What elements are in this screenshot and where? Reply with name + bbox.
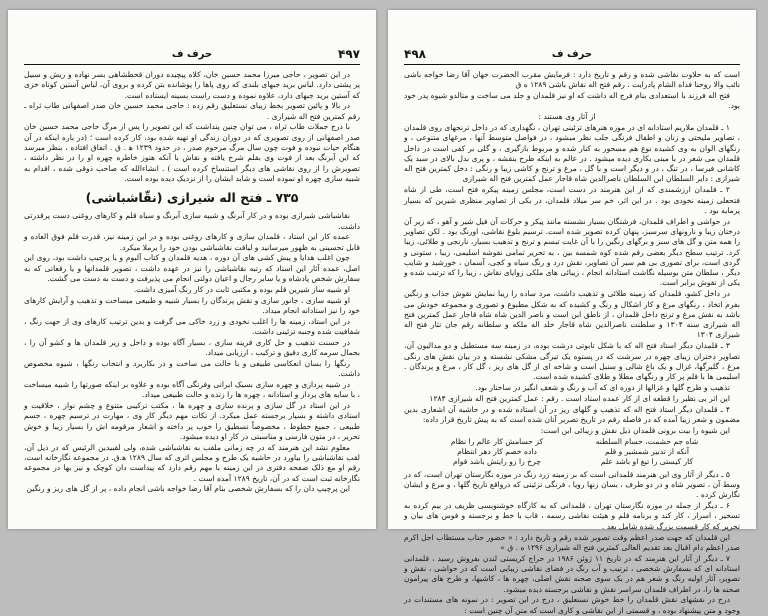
paragraph: عمده کار این استاد ، قلمدان سازی و کارهای روغنی بوده و در این زمینه نیز، قدرت قلم فوق العاده و قابل تحسینی به ظهور میرسانید و لیاقت نقاشباشی بودن خود را برملا میکرد. <box>24 232 360 252</box>
paragraph: با درج جملات طاب ثراه ، می توان چنین پنداشت که این تصویر را پس از مرگ حاجی محمد حسین خان صدر اصفهانی از روی تصویری که در دوران زندگی او تهیه شده بود، کار کرده است ؛ (در باره اینکه در آن هنگام حیات نبوده و فوت چون سال مرگ مرحوم صدر ، در حدود ۱۲۳۹ ﻫ . ق . اتفاق افتاده ، بنظر میرسد که این آبرنگ بعد از فوت وی بقلم شرح یافته و نقاش با آنکه هنوز خاطره چهره او را در نظر داشته ، تصویرش را از روی نقاشی های دیگر استنساخ کرده است ) . انشاءالله که صاحب ذوقی شده ، اقدام به شبیه سازی چهره او نموده است و شاید ایشان را از نزدیک دیده بوده است. <box>24 122 360 183</box>
numbered-item: این اثر بی نظیر را قطعه ای از کار عمده استاد است . رقم : عمل کمترین فتح اله شیرازی ۱۲۸۴ <box>429 393 730 403</box>
paragraph: چون اغلب هدایا و پیش کشی های آن دوره ، هدیه قلمدان و کتاب آلبوم و یا پرچیپ داشت بود، روی این اصل، عمده آثار این استاد که رتبه نقاشباشی را نیز در عهده داشت ، تصویر قلمدانها و یا رقعاتی که به سفارش شخص پادشاه و یا سایر رجال و اعیان دولتی انجام می پذیرفت و دست به دست می گشت. <box>24 253 360 284</box>
poem-hemistich: آنکه از تدبیر شمشیر و قلم <box>605 447 689 457</box>
paragraph: این قلمدان که جهت صدر اعظم وقت تصویر شده رقم و تاریخ دارد : « حضور جناب مستطاب اجل اکرم صدر اعظم دام اقبال بعد تقدیم العالی کمترین فتح اله شیرازی ۱۲۹۶ ه . ق » <box>404 532 740 552</box>
poem-hemistich: چرخ را زو رایتش باشد قوام <box>453 457 541 467</box>
poem-hemistich: شاه جم حشمت، حسام السلطنه <box>595 436 699 446</box>
page-header <box>24 48 360 65</box>
paragraph: ۵ ـ دیگر از آثار وی این هنرمند قلمدانی است که بر زمینه زرد رنگ در موزه نگارستان تهران است، که در وسط آن ، تصویر شاه و در دو طرف ، بسان زنها رویا ، فرنگی تزئینی که درواقع تاریخ گلها ، و مرغ و ایشان نگارش کرده . <box>404 469 740 500</box>
numbered-item: این شیوه را بیت برونی قلمدان ذیل نقش و زیبائی این است: <box>540 425 730 435</box>
page-497 <box>8 10 376 529</box>
header-title: حرف ف <box>171 49 213 60</box>
numbered-item: در حواشی و اطراف قلمدان، فرشتگان بسیار نشسته مانند پیکر و حرکات آن فیل شیر و آهو ، که زیر آن درختان زیبا و نارونهای سرسبز، پنهان کرده تصویر شده است. ترسیم بلوغ نقاشی، اورنگ بود . لکن تصاویر را همه متن و گل های سبز و برگهای رنگین را با آن غایت تبسم و ترنج و تذهیب بسیار، نارنجی و طلائی، زیبا کرد. ترتیب سطح دیگر بعضی رقم شده کوه شمسه بین ، به تحریر تمامی نقوشه اسلیمی، زیبا ، ستونی و گردی است، برای تصوری بی هم سیر آن تصاویر، نقش درد و رنگ سیاه و کجی، آسمان ، خورشید و شایب دیگر ، سلطان متن بوسیله نگاشت استادانه انجام ، زیبائی های ملکی زوایای نقاش ، زیبا را که ترتیب شده و یکی از نقوش برابر است. <box>404 216 740 288</box>
numbered-item: ۱ ـ قلمدان ملاریم استادانه ای در موزه هنرهای تزئینی تهران ، نگهداری که در داخل ترنجهای روی قلمدان ، تصاویر ملیحتی و زنان و اطفال فرنگی جلب نظر میشود ، در فواصل متوسط آنها ، مرغهای متنوعی ، و رنگهای الوان به وی کشیده نوع هم مسحور به کنار شده و مربوط بازگیری ، و گلی بر کفی است در داخل قلمدان می شعر در با مینی بکاری دیده میشود . در عالم به اینکه طرح بنفشه ، و پری بدل بالای در سبد یک کاشانی فیرسا ، در تنگ ، در و دیگر است و با گل ، مرغ و ترنج و کاشی زیبا و رنگی : دخل کمترین فتح اله شیرازی : دایر السلطان این السلطان ناصرالدین شاه قاجار عمل کمترین فتح اله شیرازی <box>404 122 740 184</box>
section-title: ۷۳۵ ـ فتح اله شیرازی (نقّاشباشی) <box>85 190 299 206</box>
paragraph: او شبیه ساز شیرین قلم بوده و مکتبی ثابت در کار رنگ آمیزی داشت. <box>133 284 350 294</box>
paragraph: رنگها را بسان انعکاسی طبیعی و با حالت می ساخت و در بکاربرد و انتخاب رنگها ، شیوه مخصوص داشت. <box>24 358 360 379</box>
works-heading: از آثار وی هستند : <box>538 112 596 122</box>
paragraph: معلوم نشد این هنرمند که در چه زمانی ملقب به نقاشباشی شده، ولی لقبیدین الرئیس که در ذیل آن، لقب نقاشباشی را بیاورد در حاشیه یک طرح و مجلس اثری که سال ۱۲۸۹ ﻫ.ق. در مجموعه نگارخانه است، رقم او مع ذلک صفحه دفتری در این زمینه با مهم رقم دارد که پیداست دان کوچک و نیز بها در مجموعه نگارخانه ثبت است که در آن، تاریخ ۱۲۸۹ آمده است . <box>24 442 360 483</box>
poem-hemistich: داده خصم کار دهر انتظام <box>457 447 537 457</box>
poem <box>430 437 714 468</box>
numbered-item: تذهیب و طرح گلها و غزالها از دوره ای که آب و رنگ و شعف انگیز در ساختار بود. <box>475 382 730 392</box>
paragraph: در این استاد، زمینه ها را اغلب نخودی و زرد خاکی می گرفت و بدین ترتیب کارهای وی از جهت رنگ ، شفافیت شده وجنبه تزئینی داشت. <box>24 316 360 337</box>
numbered-item: ۳ ـ قلمدان دیگر استاد فتح اله که با شکل تابوتی درشت بوده، در زمینه سه مستطیل و دو مدالیون آن، تصاویر دختران زیبای چهره در سرشت که در پستوه یک تیرگی مشکی نشسته و در بیان نقش های رنگی مرغ ، گلبرگها، غزال و یک باغ شالی و سنبل است و شاخه ای از گل های ریز ، گل کار ، مرغ و پرندگان . اسلیمی ها با قلم پر کار و رنگهای مطلا و طلای کشیده شده است. <box>404 341 740 382</box>
poem-hemistich: کار کیستی را تیغ او باشد علم <box>600 457 694 467</box>
paragraph: ۷ ـ دیگر از آثار این هنرمند که در تاریخ ۱۱ ژوئن ۱۹۸۶ در حراج کریستی لندن بفروش رسید ، قلمدانی استادانه ای که بسفارش شخصی ، ترتیب و آب رنگ در فضای نقاشی زیبایی است که در حواشی ، نقش و تصویر، آثار اولیه رنگ و شعر هم در یک سوی صحنه نقش اصلی، چهره ها ، کاشیها، و طرح های پیرامون صحنه ها را، در اطراف قلمدان سراسر نقش و نقاشی برجسته دیده میشود. <box>404 553 740 594</box>
paragraph: او شبیه سازی ، جانور سازی و نقش پرندگان را بسیار شبیه و طبیعی میساخت و تذهیب و آرایش کارهای خود را نیز استادانه انجام میداد. <box>24 295 360 315</box>
page-number: ۴۹۷ <box>338 47 360 61</box>
paragraph: در این تصویر ، حاجی میرزا محمد حسین خان، کلاه پیچیده دوران قحطشاهی بسر نهاده و ریش و سبیل پر پشتی دارد. لباس برید جبهای بلندی که روی پاها را پوشانده بتن کرده و بروی آن، لباس آستین کوتاه خزی که آستین برید جبهای دارد، علاوه نموده و دست راست بسینه ایستاده است. <box>24 70 360 100</box>
numbered-item: ۴ ـ قلمدان دیگر استاد فتح اله که تذهیب و گلهای ریز در آن استاده شده و در حاشیه آن اشعاری بدین مضمون و شعر زیبا آمده که در فاصله رقم در تاریخ تصریر آنان شده است که به پیش تاریخ قرار داده: <box>404 404 740 424</box>
paragraph: در شبیه پردازی و چهره سازی بسیک ایرانی وفرنگی آگاه بوده و علاوه بر اینکه صورتها را شبیه میساخت ، با سایه های پرداز و استادانه ، چهره ها را زنده و حالت طبیعی میداد. <box>24 380 360 400</box>
paragraph: فتح اله فرزند با استعدادی بنام فرج اله داشت که او نیز قلمدان و جلد می ساخت و متالدو شیوه پدر خود بود. <box>404 91 740 111</box>
paragraph: ۶ ـ دیگر از جمله در موزه نگارستان تهران ، قلمدانی که به کارگاه خوشنویسی ظریف در بیم کرده به تسخیر ، اسرار ، کار کند و برنامه قلم و هیئت نقاشی رسمه ، قاب با خط و برجسته و قوس های بیان و تحریر که کار قسمت بزرگ شده شامل بعد . <box>404 501 740 531</box>
page-number: ۴۹۸ <box>404 47 426 61</box>
header-title: حرف ف <box>551 49 593 60</box>
poem-hemistich: کز حسامش کار عالم را نظام <box>450 436 544 446</box>
page-498 <box>388 10 756 615</box>
paragraph: در حسنت تذهیب و حل کاری قرینه سازی ، بسیار آگاه بوده و داخل و زیر قلمدان ها و کشو آن را ، بجمال سرمه کاری دقیق و ترکیب ، ارزیابی میداد. <box>24 337 360 358</box>
paragraph: نقاشباشی شیرازی بوده و در کار آبرنگ و شبیه سازی آبرنگ و سیاه قلم و کارهای روغنی دست پرقدرتی داشت. <box>24 211 360 231</box>
numbered-item: در داخل کشو، قلمدان که زمینه طلائی و تذهیب داشت، مرد ساده را زیبا نمایش نقوش جذاب و رنگین بفرم اتخاذ ، رنگهای مرغ و کار اشکال و رنگ و کشیده که به شکل مطبوع و تصوری و مجموعه خودش می باشد به نقش مرغ و ترنج داخل قلمدان ، از ناطق این است و ناصر الدین شاه شاه قاجار عمل کمترین فتح اله شیرازی سنه ۱۳۰۴ و سلطنت ناصرالدین شاه قاجار خلد اله ملکه و سلطانه رقم جان نثار فتح اله شیرازی ۱۳۰۴ <box>404 289 740 340</box>
numbered-item: ۲ ـ قلمدان ارزشمندی که از این هنرمند در دست است، مجلس زمینه پیکره فتح است، طی از شاه فتحعلی زمینه نخودی بود . در این اثر، خم سر میلاد قلمدان، در یکی از تصاویر منظری شیرین که بسیار پرمایه بود . <box>404 185 740 215</box>
paragraph: است که به حلاوت نقاشی شده و رقم و تاریخ دارد : فرمایش مقرب الحضرت جهان آقا رضا خواجه باشی نائب والا روحنا فداه الشام پادرایت . رقم فتح اله نقاش باشی ۱۲۸۹ ه ق <box>404 70 740 90</box>
paragraph: در بالا و پائین تصویر بخط زیبای نستعلیق رقم زده : حاجی محمد حسین خان صدر اصفهانی طاب ثراه ـ رقم کمترین فتح اله شیرازی . <box>24 101 360 121</box>
page-body <box>404 70 740 615</box>
page-header <box>404 48 740 65</box>
page-body <box>24 70 360 523</box>
paragraph: این پرچیپ دان را که بسفارش شخصی بنام آقا رضا خواجه باشی انجام داده ، پر از گل های ریز و رنگین <box>26 484 350 494</box>
paragraph: درج در نقشهای نقش قلمدان را خط خوش نستعلیق ، درج در این تصویر : در نمونه های مستندات در وجود و متن پیشنهاد بوده ، و قسمتی از این نقاشی و کاری است که متن آن چنین است : <box>404 595 740 615</box>
paragraph: در این استاد در گل سازی و پرنده سازی و چهره ها ، مکتب ترکیبی متنوع و چشم نواز ، خلاقیت و استادی داشته و بسیار برجسته عمل میکرد. از نکات مهم دیگر کار وی ، مهارت در ترسیم چهره ، جسم طبیعی ، جمیع خطوط ، مخصوصاً تسطیق را خوب پر داخته و اشعار مرقومه اش را بسیار زیبا و خوش تحریر ، در متون فارسی و مناسبتی در کار او دیده میشود. <box>24 401 360 441</box>
